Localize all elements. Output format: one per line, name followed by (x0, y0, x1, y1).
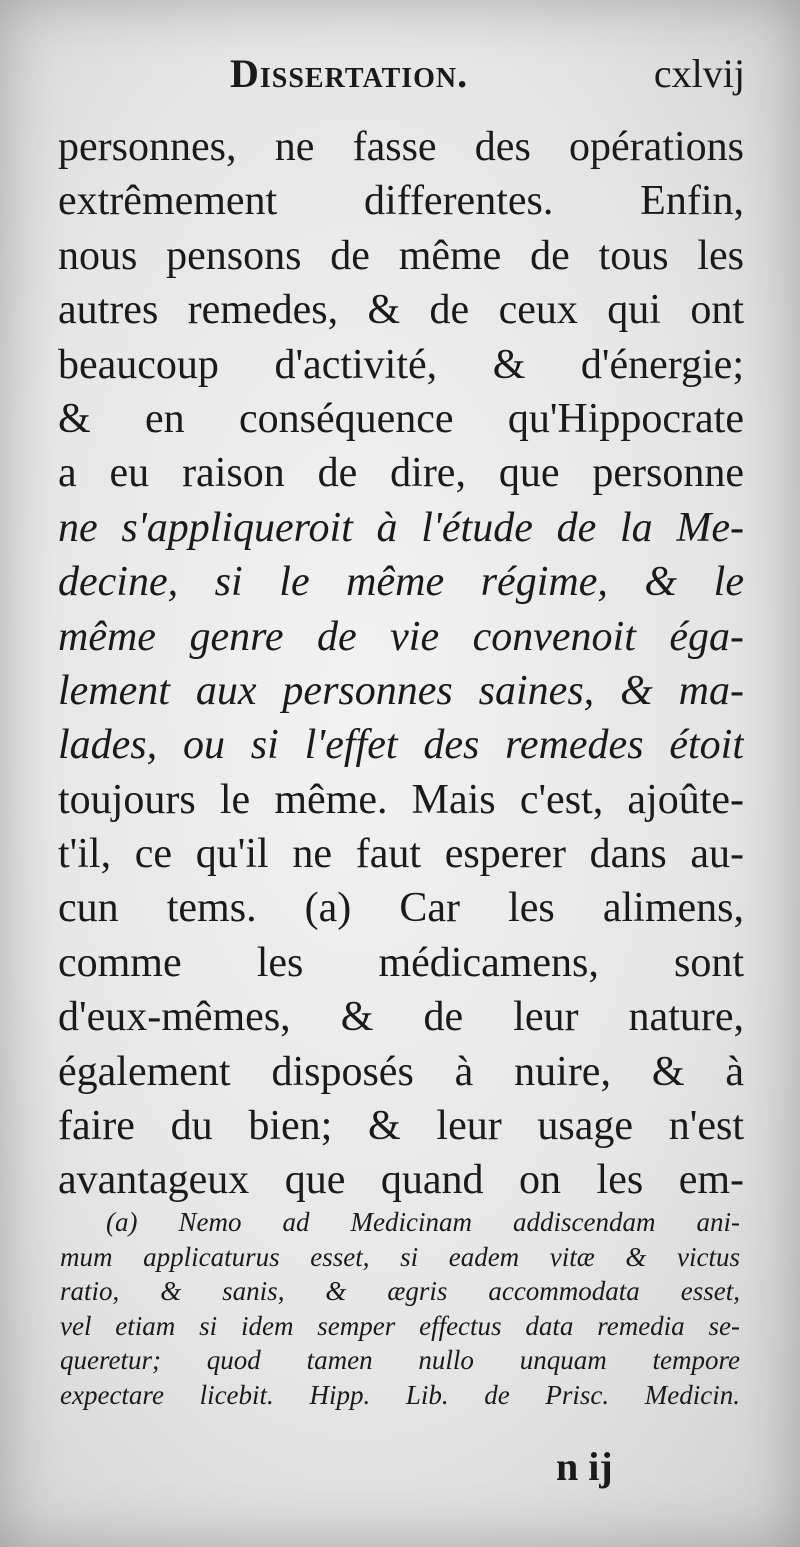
body-line: faire du bien; & leur usage n'est (58, 1103, 744, 1150)
body-line: extrêmement differentes. Enfin, (58, 178, 744, 225)
body-line: toujours le même. Mais c'est, ajoûte- (58, 776, 744, 823)
running-title: Dissertation. (230, 51, 469, 96)
body-line: d'eux-mêmes, & de leur nature, (58, 994, 744, 1041)
body-line: comme les médicamens, sont (58, 939, 744, 986)
footnote-line: queretur; quod tamen nullo unquam tempore (60, 1345, 740, 1375)
body-line: & en conséquence qu'Hippocrate (58, 395, 744, 442)
body-line: avantageux que quand on les em- (58, 1157, 744, 1204)
footnote-line: mum applicaturus esset, si eadem vitæ & victus (60, 1241, 740, 1272)
footnote-line: (a) Nemo ad Medicinam addiscendam ani- (106, 1207, 740, 1237)
body-line: beaucoup d'activité, & d'énergie; (58, 341, 744, 388)
body-line: lades, ou si l'effet des remedes étoit (58, 722, 744, 769)
body-line: ne s'appliqueroit à l'étude de la Me- (58, 504, 744, 551)
footnote-line: vel etiam si idem semper effectus data remedia se- (60, 1310, 740, 1341)
body-text (58, 120, 744, 1208)
body-line: lement aux personnes saines, & ma- (58, 667, 744, 714)
footnote-line: ratio, & sanis, & ægris accommodata esset, (60, 1276, 740, 1306)
footnote (60, 1205, 740, 1412)
signature-mark: n ij (556, 1444, 613, 1489)
body-line: t'il, ce qu'il ne faut esperer dans au- (58, 831, 744, 878)
body-line: decine, si le même régime, & le (58, 559, 744, 606)
body-line: également disposés à nuire, & à (58, 1048, 744, 1095)
body-line: nous pensons de même de tous les (58, 232, 744, 279)
body-line: personnes, ne fasse des opérations (58, 124, 744, 170)
footnote-line: expectare licebit. Hipp. Lib. de Prisc. Medicin. (60, 1379, 740, 1410)
body-line: a eu raison de dire, que personne (58, 450, 744, 497)
body-line: autres remedes, & de ceux qui ont (58, 287, 744, 334)
page-number: cxlvij (653, 51, 745, 96)
body-line: cun tems. (a) Car les alimens, (58, 885, 744, 932)
page-header (230, 50, 745, 106)
body-line: même genre de vie convenoit éga- (58, 613, 744, 660)
